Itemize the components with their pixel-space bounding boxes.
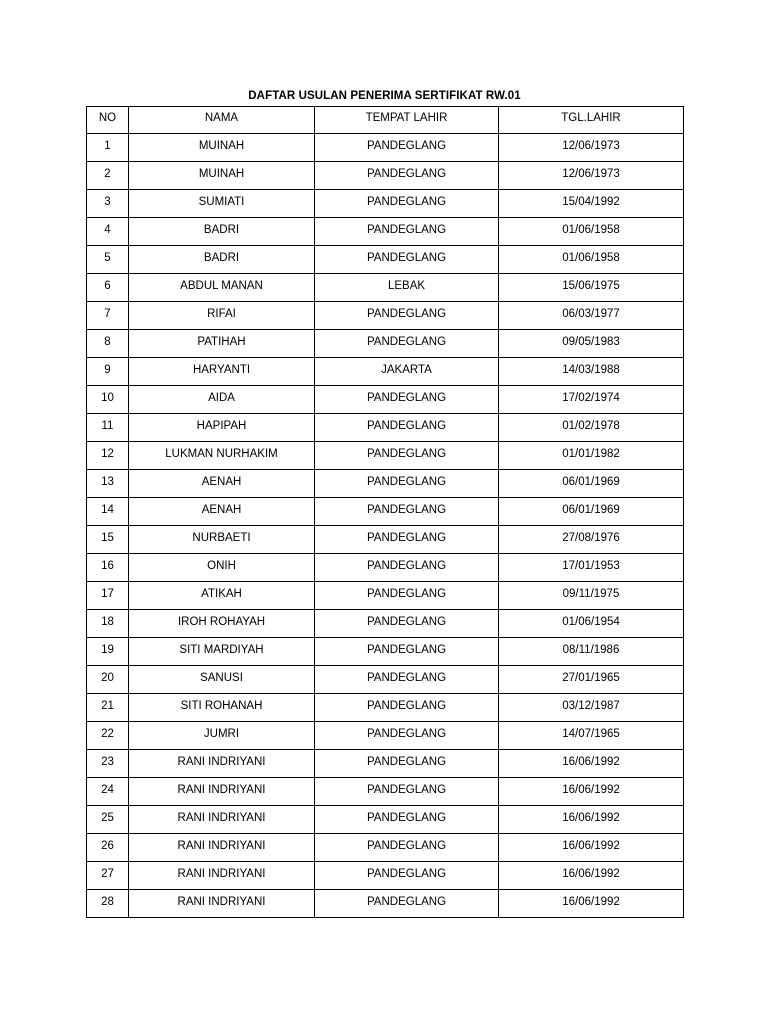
cell-tgl-lahir: 09/11/1975 [499,582,684,610]
cell-no: 9 [87,358,129,386]
table-row [87,134,684,162]
cell-tempat-lahir: PANDEGLANG [315,190,499,218]
cell-nama: ABDUL MANAN [129,274,315,302]
cell-tgl-lahir: 06/01/1969 [499,498,684,526]
cell-tempat-lahir: LEBAK [315,274,499,302]
cell-tempat-lahir: PANDEGLANG [315,330,499,358]
cell-tgl-lahir: 16/06/1992 [499,890,684,918]
cell-nama: HAPIPAH [129,414,315,442]
cell-no: 16 [87,554,129,582]
recipient-table [86,106,684,918]
table-row [87,666,684,694]
cell-nama: RANI INDRIYANI [129,750,315,778]
column-header-no: NO [87,107,129,134]
cell-nama: RANI INDRIYANI [129,806,315,834]
cell-no: 18 [87,610,129,638]
cell-no: 7 [87,302,129,330]
cell-tgl-lahir: 27/08/1976 [499,526,684,554]
table-row [87,862,684,890]
cell-no: 24 [87,778,129,806]
table-row [87,638,684,666]
table-row [87,554,684,582]
cell-nama: RANI INDRIYANI [129,778,315,806]
cell-nama: MUINAH [129,162,315,190]
cell-tempat-lahir: PANDEGLANG [315,806,499,834]
table-header [87,107,684,134]
table-row [87,442,684,470]
table-row [87,302,684,330]
cell-nama: RANI INDRIYANI [129,862,315,890]
cell-tgl-lahir: 14/07/1965 [499,722,684,750]
cell-tempat-lahir: PANDEGLANG [315,442,499,470]
cell-nama: RANI INDRIYANI [129,890,315,918]
cell-nama: HARYANTI [129,358,315,386]
cell-nama: RANI INDRIYANI [129,834,315,862]
cell-no: 10 [87,386,129,414]
cell-nama: BADRI [129,218,315,246]
table-row [87,190,684,218]
cell-tempat-lahir: PANDEGLANG [315,218,499,246]
cell-no: 3 [87,190,129,218]
cell-tempat-lahir: PANDEGLANG [315,862,499,890]
cell-tgl-lahir: 09/05/1983 [499,330,684,358]
cell-no: 11 [87,414,129,442]
table-row [87,386,684,414]
table-body [87,134,684,918]
cell-no: 17 [87,582,129,610]
cell-nama: LUKMAN NURHAKIM [129,442,315,470]
table-row [87,218,684,246]
table-row [87,610,684,638]
cell-no: 13 [87,470,129,498]
cell-tempat-lahir: PANDEGLANG [315,610,499,638]
cell-nama: AIDA [129,386,315,414]
table-header-row [87,107,684,134]
cell-nama: ATIKAH [129,582,315,610]
cell-no: 26 [87,834,129,862]
cell-tempat-lahir: PANDEGLANG [315,638,499,666]
table-row [87,358,684,386]
table-row [87,274,684,302]
cell-no: 1 [87,134,129,162]
cell-tempat-lahir: PANDEGLANG [315,302,499,330]
table-row [87,582,684,610]
table-row [87,834,684,862]
cell-tempat-lahir: PANDEGLANG [315,554,499,582]
cell-nama: ONIH [129,554,315,582]
cell-tempat-lahir: JAKARTA [315,358,499,386]
table-row [87,890,684,918]
cell-no: 28 [87,890,129,918]
cell-tempat-lahir: PANDEGLANG [315,162,499,190]
cell-nama: RIFAI [129,302,315,330]
table-row [87,526,684,554]
column-header-tgl-lahir: TGL.LAHIR [499,107,684,134]
cell-tgl-lahir: 01/01/1982 [499,442,684,470]
cell-tempat-lahir: PANDEGLANG [315,666,499,694]
cell-tgl-lahir: 12/06/1973 [499,162,684,190]
cell-no: 19 [87,638,129,666]
table-row [87,162,684,190]
cell-tgl-lahir: 03/12/1987 [499,694,684,722]
cell-tgl-lahir: 16/06/1992 [499,862,684,890]
cell-nama: AENAH [129,498,315,526]
cell-tempat-lahir: PANDEGLANG [315,134,499,162]
cell-nama: SANUSI [129,666,315,694]
cell-no: 15 [87,526,129,554]
cell-tgl-lahir: 16/06/1992 [499,750,684,778]
cell-tgl-lahir: 27/01/1965 [499,666,684,694]
cell-tempat-lahir: PANDEGLANG [315,386,499,414]
cell-no: 5 [87,246,129,274]
cell-no: 12 [87,442,129,470]
cell-no: 6 [87,274,129,302]
cell-tgl-lahir: 06/01/1969 [499,470,684,498]
cell-tgl-lahir: 16/06/1992 [499,834,684,862]
document-title: DAFTAR USULAN PENERIMA SERTIFIKAT RW.01 [248,90,521,102]
cell-nama: JUMRI [129,722,315,750]
table-row [87,470,684,498]
cell-tgl-lahir: 06/03/1977 [499,302,684,330]
cell-tempat-lahir: PANDEGLANG [315,694,499,722]
cell-tgl-lahir: 08/11/1986 [499,638,684,666]
table-row [87,246,684,274]
cell-tempat-lahir: PANDEGLANG [315,750,499,778]
cell-tempat-lahir: PANDEGLANG [315,414,499,442]
cell-tgl-lahir: 01/02/1978 [499,414,684,442]
cell-tgl-lahir: 14/03/1988 [499,358,684,386]
cell-nama: SITI ROHANAH [129,694,315,722]
table-row [87,498,684,526]
cell-nama: SITI MARDIYAH [129,638,315,666]
cell-nama: SUMIATI [129,190,315,218]
cell-tempat-lahir: PANDEGLANG [315,582,499,610]
cell-tempat-lahir: PANDEGLANG [315,834,499,862]
cell-tgl-lahir: 12/06/1973 [499,134,684,162]
table-row [87,778,684,806]
cell-tgl-lahir: 17/01/1953 [499,554,684,582]
cell-nama: NURBAETI [129,526,315,554]
cell-no: 23 [87,750,129,778]
cell-tgl-lahir: 01/06/1958 [499,246,684,274]
table-row [87,722,684,750]
cell-tgl-lahir: 17/02/1974 [499,386,684,414]
cell-tempat-lahir: PANDEGLANG [315,498,499,526]
cell-tgl-lahir: 16/06/1992 [499,778,684,806]
cell-no: 27 [87,862,129,890]
table-row [87,750,684,778]
table-row [87,330,684,358]
column-header-nama: NAMA [129,107,315,134]
cell-no: 2 [87,162,129,190]
cell-no: 25 [87,806,129,834]
cell-nama: AENAH [129,470,315,498]
table-row [87,414,684,442]
cell-no: 22 [87,722,129,750]
cell-no: 14 [87,498,129,526]
cell-no: 21 [87,694,129,722]
cell-nama: BADRI [129,246,315,274]
cell-nama: PATIHAH [129,330,315,358]
cell-no: 20 [87,666,129,694]
cell-nama: MUINAH [129,134,315,162]
cell-tempat-lahir: PANDEGLANG [315,722,499,750]
cell-tempat-lahir: PANDEGLANG [315,778,499,806]
cell-tgl-lahir: 15/04/1992 [499,190,684,218]
cell-no: 8 [87,330,129,358]
cell-tgl-lahir: 15/06/1975 [499,274,684,302]
cell-nama: IROH ROHAYAH [129,610,315,638]
cell-tgl-lahir: 01/06/1954 [499,610,684,638]
table-row [87,694,684,722]
cell-tempat-lahir: PANDEGLANG [315,890,499,918]
column-header-tempat-lahir: TEMPAT LAHIR [315,107,499,134]
cell-tempat-lahir: PANDEGLANG [315,470,499,498]
cell-tempat-lahir: PANDEGLANG [315,526,499,554]
cell-no: 4 [87,218,129,246]
cell-tgl-lahir: 01/06/1958 [499,218,684,246]
cell-tgl-lahir: 16/06/1992 [499,806,684,834]
table-row [87,806,684,834]
cell-tempat-lahir: PANDEGLANG [315,246,499,274]
